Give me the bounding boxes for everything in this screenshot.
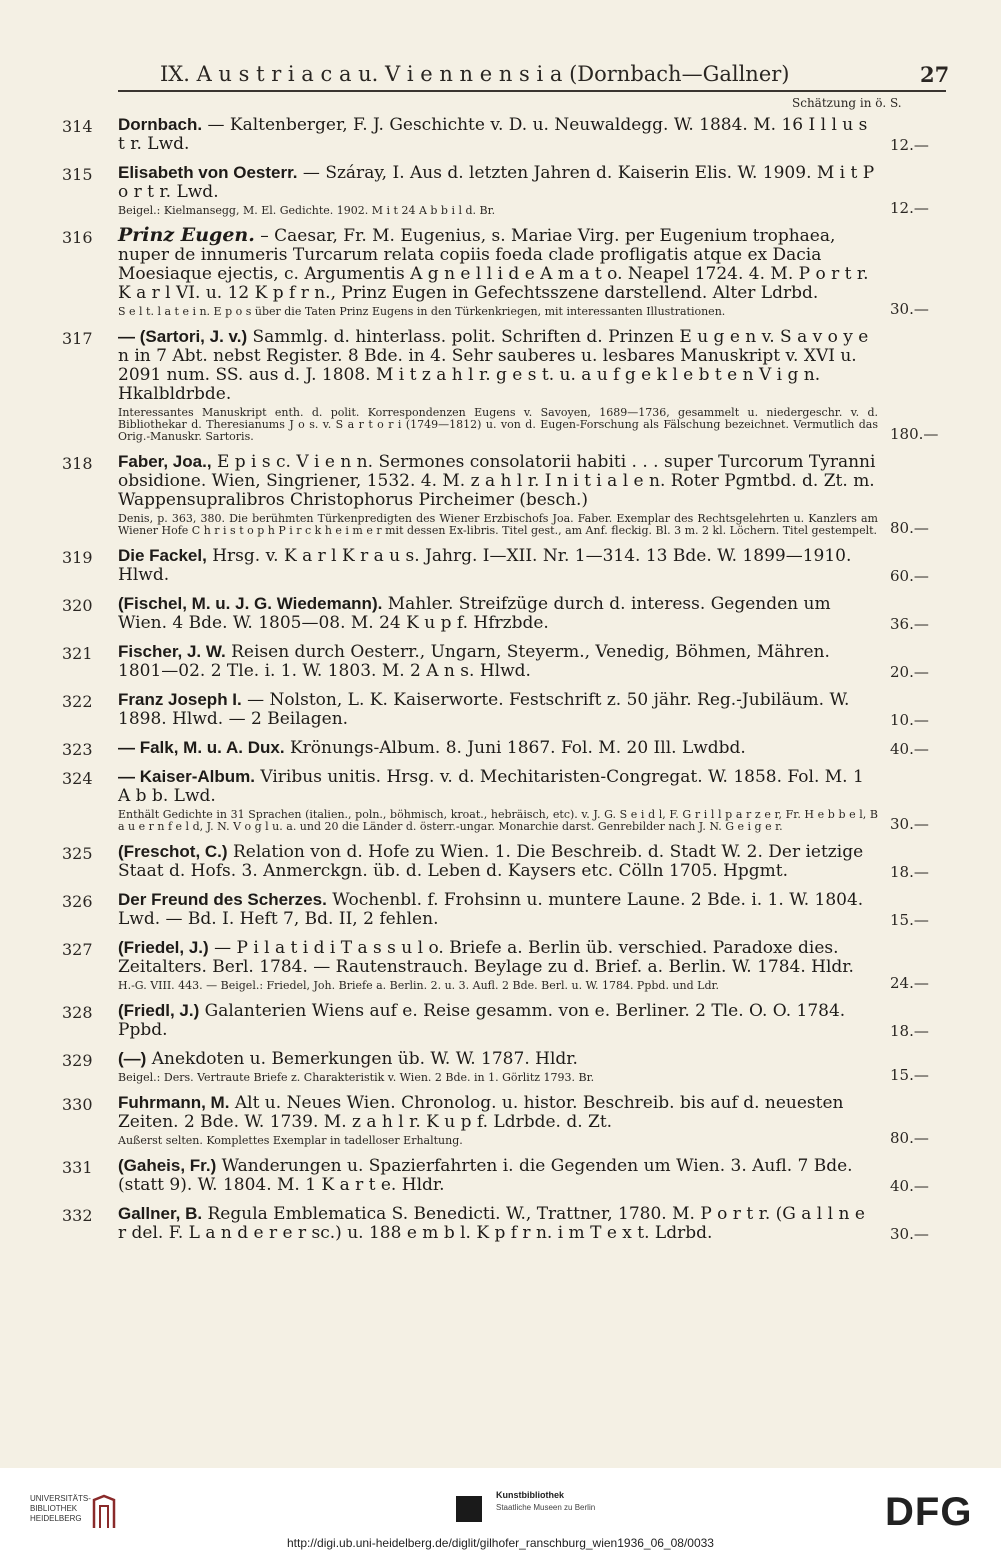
- entry-number: 326: [62, 892, 93, 911]
- entry-note: Denis, p. 363, 380. Die berühmten Türkenpredigten des Wiener Erzbischofs Joa. Faber. Exemplar des Rechtsgelehrten u. Kanzlers am Wiener Hofe C h r i s t o p h P i r c k h e i m e r mit dessen Ex-libris. Titel gest., am Anf. fleckig. Bl. 3 m. 2 kl. Löchern. Titel gestempelt.: [118, 512, 878, 537]
- entry-description: [118, 546, 878, 585]
- entry-number: 323: [62, 740, 93, 759]
- entry-description: [118, 115, 878, 154]
- entry-number: 321: [62, 644, 93, 663]
- entry-text: — P i l a t i d i T a s s u l o. Briefe a. Berlin üb. verschied. Paradoxe dies. Zeitalters. Berl. 1784. — Rautenstrauch. Beylage zu d. Brief. a. Berlin. W. 1784. Hldr.: [118, 938, 854, 977]
- entry-text: Reisen durch Oesterr., Ungarn, Steyerm., Venedig, Böhmen, Mähren. 1801—02. 2 Tle. i. 1. W. 1803. M. 2 A n s. Hlwd.: [118, 642, 830, 681]
- section-title: IX. A u s t r i a c a u. V i e n n e n s i a (Dornbach—Gallner): [160, 62, 790, 86]
- entry-text: Mahler. Streifzüge durch d. interess. Gegenden um Wien. 4 Bde. W. 1805—08. M. 24 K u p f. Hfrzbde.: [118, 594, 831, 633]
- catalog-entry: [0, 1049, 1001, 1084]
- entry-price: 40.—: [890, 740, 929, 758]
- entry-heading: Elisabeth von Oesterr.: [118, 163, 298, 182]
- entry-price: 12.—: [890, 136, 929, 154]
- entry-description: [118, 1093, 878, 1132]
- entry-price: 15.—: [890, 1066, 929, 1084]
- catalog-entry: [0, 163, 1001, 217]
- kunstbibliothek-title: Kunstbibliothek: [496, 1490, 564, 1500]
- entry-price: 80.—: [890, 1129, 929, 1147]
- entry-text: Anekdoten u. Bemerkungen üb. W. W. 1787. Hldr.: [146, 1049, 578, 1069]
- entry-note: Interessantes Manuskript enth. d. polit. Korrespondenzen Eugens v. Savoyen, 1689—1736, gesammelt u. niedergeschr. v. d. Bibliothekar d. Theresianums J o s. v. S a r t o r i (1749—1812) u. von d. Eugen-Forschung als Fälschung bezeichnet. Vermutlich das Orig.-Manuskr. Sartoris.: [118, 406, 878, 443]
- catalog-entry: [0, 1093, 1001, 1147]
- kunstbibliothek-logo: [456, 1484, 636, 1524]
- entry-number: 324: [62, 769, 93, 788]
- entry-number: 320: [62, 596, 93, 615]
- entry-text: Sammlg. d. hinterlass. polit. Schriften d. Prinzen E u g e n v. S a v o y e n in 7 Abt. nebst Register. 8 Bde. in 4. Sehr sauberes u. lesbares Manuskript v. XVI u. 2091 num. SS. aus d. J. 1808. M i t z a h l r. g e s t. u. a u f g e k l e b t e n V i g n. Hkalbldrbde.: [118, 327, 869, 404]
- entry-heading: Faber, Joa.,: [118, 452, 212, 471]
- entry-note: Außerst selten. Komplettes Exemplar in tadelloser Erhaltung.: [118, 1134, 463, 1147]
- entry-heading: — (Sartori, J. v.): [118, 327, 248, 346]
- entry-description: [118, 842, 878, 881]
- entry-price: 18.—: [890, 863, 929, 881]
- entry-price: 80.—: [890, 519, 929, 537]
- entry-text: Wochenbl. f. Frohsinn u. muntere Laune. 2 Bde. i. 1. W. 1804. Lwd. — Bd. I. Heft 7, Bd. II, 2 fehlen.: [118, 890, 864, 929]
- entry-heading: (—): [118, 1049, 147, 1068]
- catalog-entry: [0, 1156, 1001, 1195]
- entry-description: [118, 594, 878, 633]
- entry-text: — Száray, I. Aus d. letzten Jahren d. Kaiserin Elis. W. 1909. M i t P o r t r. Lwd.: [118, 163, 875, 202]
- entry-text: E p i s c. V i e n n. Sermones consolatorii habiti . . . super Turcorum Tyranni obsidione. Wien, Singriener, 1532. 4. M. z a h l r. I n i t i a l e n. Roter Pgmtbd. d. Zt. m. Wappensupralibros Christophorus Pircheimer (besch.): [118, 452, 876, 510]
- entry-price: 40.—: [890, 1177, 929, 1195]
- entry-note: S e l t. l a t e i n. E p o s über die Taten Prinz Eugens in den Türkenkriegen, mit interessanten Illustrationen.: [118, 305, 726, 318]
- entry-heading: (Gaheis, Fr.): [118, 1156, 217, 1175]
- entry-number: 329: [62, 1051, 93, 1070]
- entry-description: [118, 890, 878, 929]
- entry-text: Alt u. Neues Wien. Chronolog. u. histor. Beschreib. bis auf d. neuesten Zeiten. 2 Bde. W. 1739. M. z a h l r. K u p f. Ldrbde. d. Zt.: [118, 1093, 844, 1132]
- entry-number: 318: [62, 454, 93, 473]
- entry-price: 30.—: [890, 815, 929, 833]
- page-number: 27: [920, 62, 950, 87]
- entry-text: Wanderungen u. Spazierfahrten i. die Gegenden um Wien. 3. Aufl. 7 Bde. (statt 9). W. 1804. M. 1 K a r t e. Hldr.: [118, 1156, 853, 1195]
- catalog-entry: [0, 890, 1001, 929]
- entry-number: 319: [62, 548, 93, 567]
- catalog-entry: [0, 452, 1001, 537]
- catalog-entry: [0, 1001, 1001, 1040]
- entry-number: 314: [62, 117, 93, 136]
- entry-price: 15.—: [890, 911, 929, 929]
- entry-description: [118, 767, 878, 806]
- entry-heading: — Kaiser-Album.: [118, 767, 255, 786]
- entry-heading: (Friedl, J.): [118, 1001, 200, 1020]
- source-url-link[interactable]: http://digi.ub.uni-heidelberg.de/diglit/gilhofer_ranschburg_wien1936_06_08/0033: [287, 1536, 714, 1550]
- entry-price: 18.—: [890, 1022, 929, 1040]
- entry-text: Regula Emblematica S. Benedicti. W., Trattner, 1780. M. P o r t r. (G a l l n e r del. F. L a n d e r e r sc.) u. 188 e m b l. K p f r n. i m T e x t. Ldrbd.: [118, 1204, 865, 1243]
- library-emblem-icon: [90, 1494, 118, 1530]
- catalog-entry: [0, 115, 1001, 154]
- dfg-logo: DFG: [885, 1490, 973, 1534]
- entry-description: [118, 938, 878, 977]
- entry-text: — Kaltenberger, F. J. Geschichte v. D. u. Neuwaldegg. W. 1884. M. 16 I l l u s t r. Lwd.: [118, 115, 868, 154]
- entry-heading: Gallner, B.: [118, 1204, 203, 1223]
- entry-price: 60.—: [890, 567, 929, 585]
- entry-text: Viribus unitis. Hrsg. v. d. Mechitaristen-Congregat. W. 1858. Fol. M. 1 A b b. Lwd.: [118, 767, 864, 806]
- header-divider: [118, 90, 946, 92]
- entry-description: [118, 327, 878, 404]
- entry-heading: Die Fackel,: [118, 546, 207, 565]
- entry-price: 12.—: [890, 199, 929, 217]
- catalog-entry: [0, 1204, 1001, 1243]
- entry-number: 317: [62, 329, 93, 348]
- entry-price: 20.—: [890, 663, 929, 681]
- catalog-entry: [0, 938, 1001, 992]
- entry-list: [0, 115, 1001, 1252]
- entry-heading: Franz Joseph I.: [118, 690, 242, 709]
- entry-number: 322: [62, 692, 93, 711]
- catalog-entry: [0, 690, 1001, 729]
- entry-price: 180.—: [890, 425, 939, 443]
- entry-heading: — Falk, M. u. A. Dux.: [118, 738, 285, 757]
- catalog-entry: [0, 767, 1001, 833]
- entry-number: 328: [62, 1003, 93, 1022]
- footer: [0, 1468, 1001, 1555]
- entry-text: Krönungs-Album. 8. Juni 1867. Fol. M. 20 Ill. Lwdbd.: [284, 738, 746, 758]
- entry-price: 30.—: [890, 300, 929, 318]
- kunstbibliothek-mark-icon: [456, 1496, 482, 1522]
- entry-heading: (Fischel, M. u. J. G. Wiedemann).: [118, 594, 383, 613]
- entry-note: Beigel.: Kielmansegg, M. El. Gedichte. 1902. M i t 24 A b b i l d. Br.: [118, 204, 496, 217]
- page-header: [0, 60, 1001, 92]
- entry-heading: (Friedel, J.): [118, 938, 209, 957]
- entry-number: 316: [62, 228, 93, 247]
- entry-heading: Prinz Eugen.: [118, 224, 255, 246]
- entry-description: [118, 163, 878, 202]
- entry-heading: Dornbach.: [118, 115, 203, 134]
- catalog-entry: [0, 642, 1001, 681]
- catalog-entry: [0, 226, 1001, 318]
- entry-number: 330: [62, 1095, 93, 1114]
- catalog-entry: [0, 842, 1001, 881]
- entry-description: [118, 690, 878, 729]
- catalog-entry: [0, 546, 1001, 585]
- entry-number: 315: [62, 165, 93, 184]
- estimate-label: Schätzung in ö. S.: [792, 96, 902, 110]
- entry-text: Relation von d. Hofe zu Wien. 1. Die Beschreib. d. Stadt W. 2. Der ietzige Staat d. Hofs. 3. Anmerckgn. üb. d. Leben d. Kaysers etc. Cölln 1705. Hpgmt.: [118, 842, 864, 881]
- entry-price: 24.—: [890, 974, 929, 992]
- catalog-entry: [0, 594, 1001, 633]
- entry-price: 10.—: [890, 711, 929, 729]
- entry-note: H.-G. VIII. 443. — Beigel.: Friedel, Joh. Briefe a. Berlin. 2. u. 3. Aufl. 2 Bde. Berl. u. W. 1784. Ppbd. und Ldr.: [118, 979, 720, 992]
- entry-description: [118, 1001, 878, 1040]
- entry-heading: Fuhrmann, M.: [118, 1093, 230, 1112]
- entry-text: Galanterien Wiens auf e. Reise gesamm. von e. Berliner. 2 Tle. O. O. 1784. Ppbd.: [118, 1001, 846, 1040]
- entry-text: Hrsg. v. K a r l K r a u s. Jahrg. I—XII. Nr. 1—314. 13 Bde. W. 1899—1910. Hlwd.: [118, 546, 852, 585]
- entry-text: — Nolston, L. K. Kaiserworte. Festschrift z. 50 jähr. Reg.-Jubiläum. W. 1898. Hlwd. — 2 Beilagen.: [118, 690, 850, 729]
- entry-heading: Fischer, J. W.: [118, 642, 226, 661]
- entry-heading: (Freschot, C.): [118, 842, 228, 861]
- entry-description: [118, 1156, 878, 1195]
- entry-note: Beigel.: Ders. Vertraute Briefe z. Charakteristik v. Wien. 2 Bde. in 1. Görlitz 1793. Br.: [118, 1071, 595, 1084]
- university-library-logo: [30, 1494, 140, 1534]
- entry-number: 332: [62, 1206, 93, 1225]
- entry-price: 36.—: [890, 615, 929, 633]
- catalog-entry: [0, 738, 1001, 758]
- entry-description: [118, 738, 878, 758]
- entry-note: Enthält Gedichte in 31 Sprachen (italien., poln., böhmisch, kroat., hebräisch, etc). v. J. G. S e i d l, F. G r i l l p a r z e r, Fr. H e b b e l, B a u e r n f e l d, J. N. V o g l u. a. und 20 die Länder d. österr.-ungar. Monarchie darst. Genrebilder nach J. N. G e i g e r.: [118, 808, 878, 833]
- entry-number: 331: [62, 1158, 93, 1177]
- entry-number: 325: [62, 844, 93, 863]
- entry-description: [118, 226, 878, 303]
- catalog-entry: [0, 327, 1001, 443]
- entry-text: – Caesar, Fr. M. Eugenius, s. Mariae Virg. per Eugenium trophaea, nuper de innumeris Turcarum relata copiis foeda clade profligatis atque ex Dacia Moesiaque ejectis, c. Argumentis A g n e l l i d e A m a t o. Neapel 1724. 4. M. P o r t r. K a r l VI. u. 12 K p f r n., Prinz Eugen in Gefechtsszene darstellend. Alter Ldrbd.: [118, 226, 869, 303]
- entry-description: [118, 452, 878, 510]
- university-library-text: UNIVERSITÄTS- BIBLIOTHEK HEIDELBERG: [30, 1494, 91, 1523]
- entry-description: [118, 642, 878, 681]
- kunstbibliothek-subtitle: Staatliche Museen zu Berlin: [496, 1503, 596, 1512]
- entry-description: [118, 1049, 878, 1069]
- entry-description: [118, 1204, 878, 1243]
- entry-price: 30.—: [890, 1225, 929, 1243]
- entry-number: 327: [62, 940, 93, 959]
- entry-heading: Der Freund des Scherzes.: [118, 890, 327, 909]
